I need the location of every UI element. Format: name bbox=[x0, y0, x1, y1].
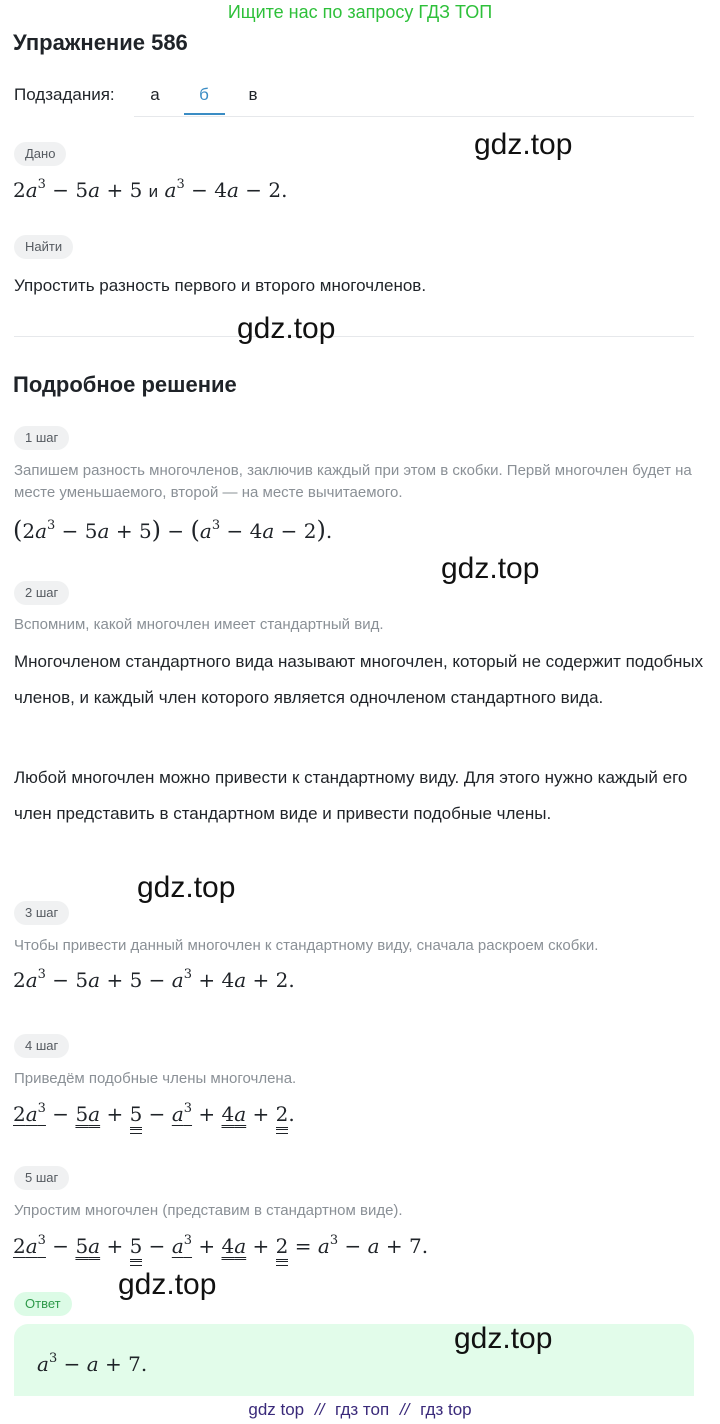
active-tab-indicator bbox=[184, 113, 225, 115]
answer-pill: Ответ bbox=[14, 1292, 72, 1316]
section-divider bbox=[14, 336, 694, 337]
step-3-expression: $2a^3 - 5a + 5 - a^3 + 4a + 2$. bbox=[13, 967, 295, 992]
watermark: gdz.top bbox=[441, 552, 540, 585]
watermark: gdz.top bbox=[474, 128, 573, 161]
step-5-note: Упростим многочлен (представим в стандартном виде). bbox=[14, 1202, 403, 1219]
tab-a[interactable]: а bbox=[150, 85, 160, 104]
page-title: Упражнение 586 bbox=[13, 30, 188, 55]
footer-links bbox=[0, 1398, 720, 1424]
watermark: gdz.top bbox=[118, 1268, 217, 1301]
tabs-divider bbox=[134, 116, 694, 117]
find-pill: Найти bbox=[14, 235, 73, 259]
step-1-expression: $(2a^3 - 5a + 5) - (a^3 - 4a - 2)$. bbox=[13, 516, 333, 544]
step-3-note: Чтобы привести данный многочлен к стандартному виду, сначала раскроем скобки. bbox=[14, 937, 599, 954]
step-4-expression: $2a^3 - 5a + 5 - a^3 + 4a + 2$. bbox=[13, 1102, 295, 1126]
footer-link[interactable]: gdz top bbox=[248, 1400, 305, 1419]
step-4-note: Приведём подобные члены многочлена. bbox=[14, 1070, 297, 1087]
search-banner: Ищите нас по запросу ГДЗ ТОП bbox=[227, 2, 493, 22]
watermark: gdz.top bbox=[454, 1322, 553, 1355]
step-5-pill: 5 шаг bbox=[14, 1166, 69, 1190]
watermark: gdz.top bbox=[237, 312, 336, 345]
footer-separator: // bbox=[314, 1400, 325, 1419]
subtasks-label: Подзадания: bbox=[14, 85, 115, 104]
given-conjunction: и bbox=[148, 182, 159, 201]
footer-link[interactable]: гдз top bbox=[420, 1400, 472, 1419]
step-1-pill: 1 шаг bbox=[14, 426, 69, 450]
step-2-note: Вспомним, какой многочлен имеет стандартный вид. bbox=[14, 616, 384, 633]
step-3-pill: 3 шаг bbox=[14, 901, 69, 925]
step-5-expression: $2a^3 - 5a + 5 - a^3 + 4a + 2 = a^3 - a + 7$. bbox=[13, 1234, 428, 1258]
step-2-pill: 2 шаг bbox=[14, 581, 69, 605]
answer-expression: $a^3 - a + 7$. bbox=[37, 1351, 148, 1376]
footer-separator: // bbox=[399, 1400, 410, 1419]
find-text: Упростить разность первого и второго многочленов. bbox=[14, 276, 427, 295]
footer-link[interactable]: гдз топ bbox=[335, 1400, 390, 1419]
watermark: gdz.top bbox=[137, 871, 236, 904]
solution-title: Подробное решение bbox=[13, 372, 237, 397]
given-expression: $2a^3 - 5a + 5$ и $a^3 - 4a - 2$. bbox=[13, 177, 288, 202]
tab-b[interactable]: б bbox=[199, 85, 209, 104]
given-pill: Дано bbox=[14, 142, 66, 166]
step-2-rule: Любой многочлен можно привести к стандартному виду. Для этого нужно каждый его член представить в стандартном виде и привести подобные члены. bbox=[14, 768, 688, 823]
tab-v[interactable]: в bbox=[248, 85, 258, 104]
step-4-pill: 4 шаг bbox=[14, 1034, 69, 1058]
step-2-definition: Многочленом стандартного вида называют многочлен, который не содержит подобных членов, и каждый член которого является одночленом стандартного вида. bbox=[14, 652, 704, 707]
step-1-note: Запишем разность многочленов, заключив каждый при этом в скобки. Первй многочлен будет на месте уменьшаемого, второй — на месте вычитаемого. bbox=[14, 462, 692, 501]
